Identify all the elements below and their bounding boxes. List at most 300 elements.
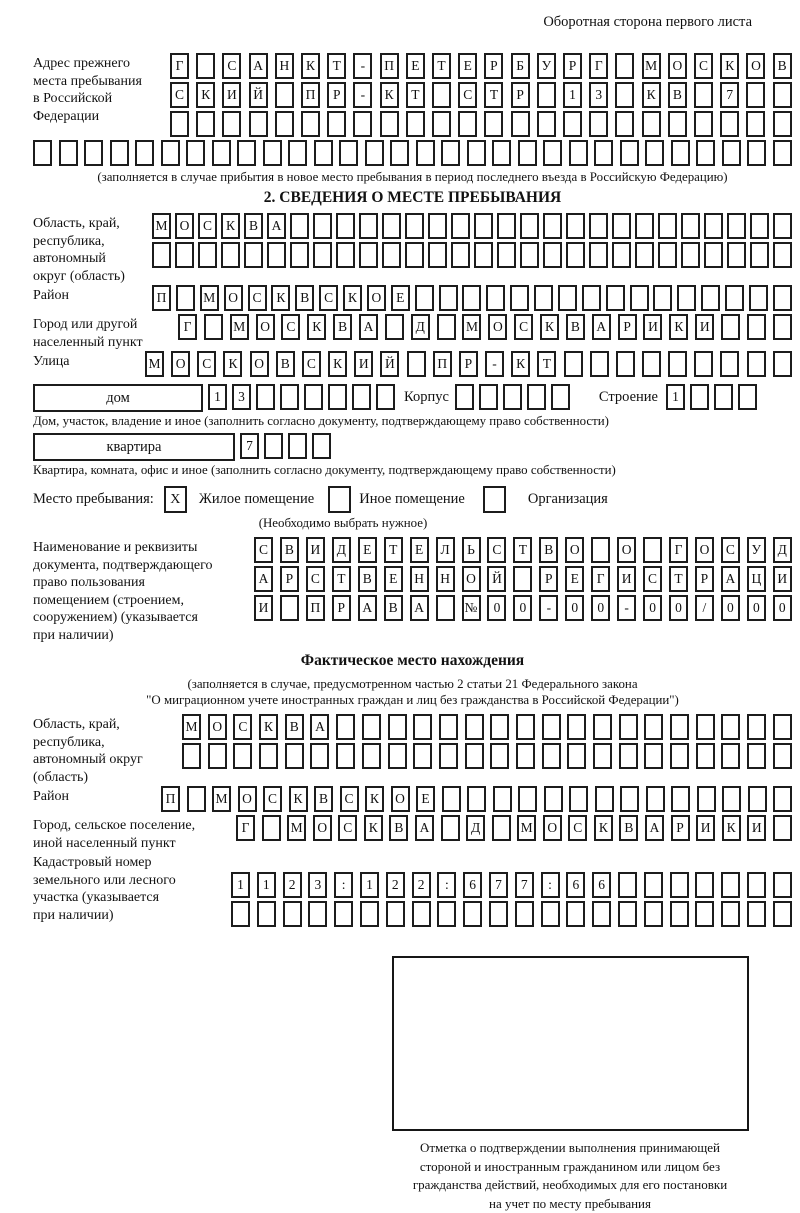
- cadastre-row-2: [231, 901, 792, 927]
- actual-region-block: [33, 714, 792, 786]
- char-box: И: [773, 566, 792, 592]
- char-box: В: [358, 566, 377, 592]
- char-box: [619, 743, 638, 769]
- previous-address-label: Адрес прежнего места пребывания в Российской Федерации: [33, 56, 142, 124]
- char-box: 7: [720, 82, 739, 108]
- char-box: [747, 140, 766, 166]
- char-box: П: [161, 786, 180, 812]
- char-box: [527, 384, 546, 410]
- char-box: [653, 285, 672, 311]
- char-box: С: [458, 82, 477, 108]
- char-box: В: [333, 314, 352, 340]
- char-box: С: [233, 714, 252, 740]
- char-box: Г: [669, 537, 688, 563]
- house-type-box: дом: [33, 384, 203, 412]
- char-box: И: [354, 351, 373, 377]
- char-box: [566, 213, 585, 239]
- char-box: [455, 384, 474, 410]
- char-box: [328, 384, 347, 410]
- cadastre-block: [33, 852, 792, 930]
- char-box: [670, 901, 689, 927]
- char-box: [567, 714, 586, 740]
- char-box: С: [170, 82, 189, 108]
- char-box: [518, 786, 537, 812]
- char-box: [516, 714, 535, 740]
- char-box: 7: [489, 872, 508, 898]
- char-box: [727, 213, 746, 239]
- previous-address-row-3: [170, 111, 792, 137]
- previous-address-row-2: [170, 82, 792, 108]
- char-box: Ц: [747, 566, 766, 592]
- char-box: [380, 111, 399, 137]
- char-box: [725, 285, 744, 311]
- char-box: К: [511, 351, 530, 377]
- char-box: М: [182, 714, 201, 740]
- actual-location-note-1: (заполняется в случае, предусмотренном частью 2 статьи 21 Федерального закона: [187, 677, 638, 691]
- char-box: [84, 140, 103, 166]
- char-box: К: [271, 285, 290, 311]
- char-box: [33, 140, 52, 166]
- char-box: [301, 111, 320, 137]
- char-box: К: [594, 815, 613, 841]
- char-box: [589, 213, 608, 239]
- char-box: [359, 213, 378, 239]
- char-box: [288, 140, 307, 166]
- char-box: [259, 743, 278, 769]
- char-box: [441, 140, 460, 166]
- char-box: [490, 743, 509, 769]
- char-box: [161, 140, 180, 166]
- char-box: [721, 901, 740, 927]
- region-block: [33, 213, 792, 285]
- page-header-note: Оборотная сторона первого листа: [543, 14, 752, 30]
- char-box: [773, 872, 792, 898]
- char-box: -: [617, 595, 636, 621]
- char-box: С: [568, 815, 587, 841]
- char-box: [290, 242, 309, 268]
- char-box: О: [488, 314, 507, 340]
- char-box: [308, 901, 327, 927]
- char-box: [327, 111, 346, 137]
- char-box: :: [541, 872, 560, 898]
- char-box: [170, 111, 189, 137]
- char-box: [515, 901, 534, 927]
- char-box: [312, 433, 331, 459]
- char-box: [233, 743, 252, 769]
- char-box: В: [314, 786, 333, 812]
- char-box: -: [539, 595, 558, 621]
- char-box: [670, 714, 689, 740]
- actual-district-row: [161, 786, 792, 812]
- char-box: [359, 242, 378, 268]
- char-box: [489, 901, 508, 927]
- char-box: О: [313, 815, 332, 841]
- char-box: Е: [565, 566, 584, 592]
- char-box: О: [175, 213, 194, 239]
- char-box: [696, 714, 715, 740]
- char-box: [462, 285, 481, 311]
- char-box: [593, 714, 612, 740]
- char-box: [747, 872, 766, 898]
- char-box: [564, 351, 583, 377]
- char-box: Н: [275, 53, 294, 79]
- char-box: 2: [412, 872, 431, 898]
- char-box: А: [254, 566, 273, 592]
- char-box: [589, 111, 608, 137]
- actual-district-label: Район: [33, 789, 69, 804]
- char-box: [643, 537, 662, 563]
- char-box: [738, 384, 757, 410]
- char-box: [721, 743, 740, 769]
- char-box: В: [539, 537, 558, 563]
- char-box: О: [171, 351, 190, 377]
- char-box: О: [695, 537, 714, 563]
- actual-city-block: [33, 815, 792, 852]
- char-box: [135, 140, 154, 166]
- char-box: К: [365, 786, 384, 812]
- char-box: 7: [240, 433, 259, 459]
- actual-region-row-1: [182, 714, 792, 740]
- char-box: М: [642, 53, 661, 79]
- char-box: И: [695, 314, 714, 340]
- char-box: [670, 872, 689, 898]
- char-box: А: [267, 213, 286, 239]
- char-box: [463, 901, 482, 927]
- char-box: [406, 111, 425, 137]
- char-box: А: [310, 714, 329, 740]
- street-block: [33, 351, 792, 380]
- char-box: В: [668, 82, 687, 108]
- char-box: А: [410, 595, 429, 621]
- char-box: С: [487, 537, 506, 563]
- char-box: [336, 714, 355, 740]
- char-box: [310, 743, 329, 769]
- char-box: [747, 314, 766, 340]
- stamp-section: [378, 956, 762, 1213]
- char-box: Е: [410, 537, 429, 563]
- char-box: [222, 111, 241, 137]
- char-box: [386, 901, 405, 927]
- char-box: С: [319, 285, 338, 311]
- char-box: [773, 242, 792, 268]
- char-box: О: [617, 537, 636, 563]
- char-box: [152, 242, 171, 268]
- char-box: №: [462, 595, 481, 621]
- char-box: [749, 285, 768, 311]
- district-label: Район: [33, 288, 69, 303]
- char-box: [484, 111, 503, 137]
- char-box: Р: [563, 53, 582, 79]
- char-box: [412, 901, 431, 927]
- city-row: [178, 314, 792, 340]
- char-box: С: [254, 537, 273, 563]
- char-box: [249, 111, 268, 137]
- char-box: С: [248, 285, 267, 311]
- char-box: [365, 140, 384, 166]
- char-box: [441, 815, 460, 841]
- char-box: [747, 901, 766, 927]
- char-box: И: [617, 566, 636, 592]
- char-box: 3: [232, 384, 251, 410]
- stay-type-label: Место пребывания:: [33, 491, 154, 507]
- char-box: К: [328, 351, 347, 377]
- char-box: С: [338, 815, 357, 841]
- region-row-2: [152, 242, 792, 268]
- char-box: [493, 786, 512, 812]
- char-box: [59, 140, 78, 166]
- stamp-caption: Отметка о подтверждении выполнения принимающей стороной и иностранным гражданином или лицом без гражданства действий, необходимых для его постановки на учет по месту пребывания: [412, 1140, 728, 1211]
- char-box: [644, 872, 663, 898]
- city-label: Город или другой населенный пункт: [33, 317, 143, 350]
- char-box: [465, 743, 484, 769]
- char-box: Т: [432, 53, 451, 79]
- char-box: [618, 901, 637, 927]
- char-box: [439, 743, 458, 769]
- char-box: С: [263, 786, 282, 812]
- char-box: С: [198, 213, 217, 239]
- char-box: [288, 433, 307, 459]
- char-box: [694, 111, 713, 137]
- char-box: [695, 901, 714, 927]
- char-box: О: [668, 53, 687, 79]
- char-box: 1: [257, 872, 276, 898]
- char-box: [428, 213, 447, 239]
- char-box: [439, 714, 458, 740]
- char-box: [644, 714, 663, 740]
- char-box: [467, 140, 486, 166]
- char-box: [714, 384, 733, 410]
- char-box: [746, 111, 765, 137]
- char-box: [313, 213, 332, 239]
- char-box: А: [721, 566, 740, 592]
- house-block: [33, 384, 792, 413]
- char-box: [437, 314, 456, 340]
- char-box: [313, 242, 332, 268]
- char-box: Т: [406, 82, 425, 108]
- char-box: [221, 242, 240, 268]
- char-box: [175, 242, 194, 268]
- char-box: [694, 351, 713, 377]
- char-box: А: [359, 314, 378, 340]
- char-box: Н: [410, 566, 429, 592]
- char-box: [432, 111, 451, 137]
- char-box: [187, 786, 206, 812]
- char-box: [543, 242, 562, 268]
- char-box: [590, 351, 609, 377]
- region-row-1: [152, 213, 792, 239]
- apartment-block: [33, 433, 792, 462]
- char-box: 1: [666, 384, 685, 410]
- char-box: [405, 242, 424, 268]
- char-box: 0: [513, 595, 532, 621]
- char-box: [747, 351, 766, 377]
- char-box: [773, 351, 792, 377]
- checkbox-other-premises: [328, 486, 351, 513]
- char-box: А: [249, 53, 268, 79]
- char-box: Г: [236, 815, 255, 841]
- char-box: Е: [358, 537, 377, 563]
- actual-district-block: [33, 786, 792, 815]
- char-box: Р: [618, 314, 637, 340]
- char-box: [551, 384, 570, 410]
- char-box: [352, 384, 371, 410]
- char-box: [773, 714, 792, 740]
- char-box: [237, 140, 256, 166]
- char-box: М: [212, 786, 231, 812]
- char-box: [612, 242, 631, 268]
- char-box: [275, 111, 294, 137]
- char-box: [360, 901, 379, 927]
- char-box: [497, 213, 516, 239]
- char-box: Т: [384, 537, 403, 563]
- char-box: Р: [695, 566, 714, 592]
- char-box: С: [721, 537, 740, 563]
- char-box: [668, 111, 687, 137]
- char-box: [208, 743, 227, 769]
- char-box: [773, 314, 792, 340]
- char-box: [721, 714, 740, 740]
- char-box: [244, 242, 263, 268]
- char-box: П: [306, 595, 325, 621]
- char-box: [542, 743, 561, 769]
- char-box: [451, 242, 470, 268]
- char-box: О: [543, 815, 562, 841]
- char-box: [336, 743, 355, 769]
- char-box: О: [462, 566, 481, 592]
- char-box: П: [433, 351, 452, 377]
- char-box: [720, 351, 739, 377]
- char-box: [263, 140, 282, 166]
- char-box: О: [367, 285, 386, 311]
- char-box: 2: [386, 872, 405, 898]
- char-box: Е: [384, 566, 403, 592]
- char-box: Р: [539, 566, 558, 592]
- char-box: С: [281, 314, 300, 340]
- char-box: Т: [484, 82, 503, 108]
- char-box: К: [196, 82, 215, 108]
- char-box: У: [537, 53, 556, 79]
- char-box: [474, 242, 493, 268]
- char-box: Е: [416, 786, 435, 812]
- char-box: 7: [515, 872, 534, 898]
- char-box: :: [437, 872, 456, 898]
- actual-city-label: Город, сельское поселение, иной населенный пункт: [33, 818, 196, 851]
- char-box: О: [208, 714, 227, 740]
- cadastre-row-1: [231, 872, 792, 898]
- char-box: [513, 566, 532, 592]
- char-box: М: [200, 285, 219, 311]
- char-box: [697, 786, 716, 812]
- char-box: [591, 537, 610, 563]
- char-box: [439, 285, 458, 311]
- char-box: 0: [669, 595, 688, 621]
- char-box: [727, 242, 746, 268]
- char-box: [492, 815, 511, 841]
- char-box: В: [244, 213, 263, 239]
- char-box: Г: [178, 314, 197, 340]
- char-box: Е: [406, 53, 425, 79]
- char-box: [720, 111, 739, 137]
- char-box: В: [619, 815, 638, 841]
- char-box: 3: [308, 872, 327, 898]
- char-box: В: [295, 285, 314, 311]
- char-box: [696, 743, 715, 769]
- char-box: [615, 53, 634, 79]
- char-box: В: [566, 314, 585, 340]
- char-box: [671, 140, 690, 166]
- document-row-3: [254, 595, 792, 621]
- actual-city-row: [236, 815, 792, 841]
- stroenie-label: Строение: [598, 389, 658, 405]
- region-label: Область, край, республика, автономный округ (область): [33, 216, 125, 284]
- char-box: М: [152, 213, 171, 239]
- char-box: [589, 242, 608, 268]
- char-box: 3: [589, 82, 608, 108]
- char-box: И: [306, 537, 325, 563]
- char-box: [283, 901, 302, 927]
- char-box: Е: [458, 53, 477, 79]
- char-box: [212, 140, 231, 166]
- char-box: [569, 786, 588, 812]
- previous-address-row-4: [33, 140, 792, 166]
- char-box: [436, 595, 455, 621]
- char-box: [644, 901, 663, 927]
- char-box: Б: [511, 53, 530, 79]
- char-box: С: [306, 566, 325, 592]
- char-box: [748, 786, 767, 812]
- actual-region-label: Область, край, республика, автономный округ (область): [33, 717, 143, 785]
- char-box: [635, 213, 654, 239]
- char-box: [407, 351, 426, 377]
- actual-region-row-2: [182, 743, 792, 769]
- char-box: [619, 714, 638, 740]
- option-other-premises-label: Иное помещение: [359, 491, 465, 507]
- char-box: Р: [280, 566, 299, 592]
- char-box: [511, 111, 530, 137]
- char-box: :: [334, 872, 353, 898]
- korpus-label: Корпус: [404, 389, 449, 405]
- char-box: [362, 743, 381, 769]
- char-box: [382, 242, 401, 268]
- previous-address-block: [33, 53, 792, 140]
- char-box: Р: [511, 82, 530, 108]
- char-box: П: [152, 285, 171, 311]
- char-box: Р: [332, 595, 351, 621]
- char-box: Р: [459, 351, 478, 377]
- char-box: О: [256, 314, 275, 340]
- char-box: [542, 714, 561, 740]
- char-box: [544, 786, 563, 812]
- option-organization-label: Организация: [527, 491, 608, 507]
- char-box: [694, 82, 713, 108]
- char-box: [721, 314, 740, 340]
- char-box: М: [287, 815, 306, 841]
- char-box: [467, 786, 486, 812]
- char-box: [503, 384, 522, 410]
- char-box: [593, 743, 612, 769]
- char-box: [304, 384, 323, 410]
- char-box: [615, 82, 634, 108]
- char-box: [646, 786, 665, 812]
- char-box: [520, 213, 539, 239]
- char-box: [465, 714, 484, 740]
- char-box: К: [669, 314, 688, 340]
- char-box: Й: [380, 351, 399, 377]
- char-box: А: [645, 815, 664, 841]
- char-box: С: [222, 53, 241, 79]
- char-box: Р: [327, 82, 346, 108]
- char-box: Т: [332, 566, 351, 592]
